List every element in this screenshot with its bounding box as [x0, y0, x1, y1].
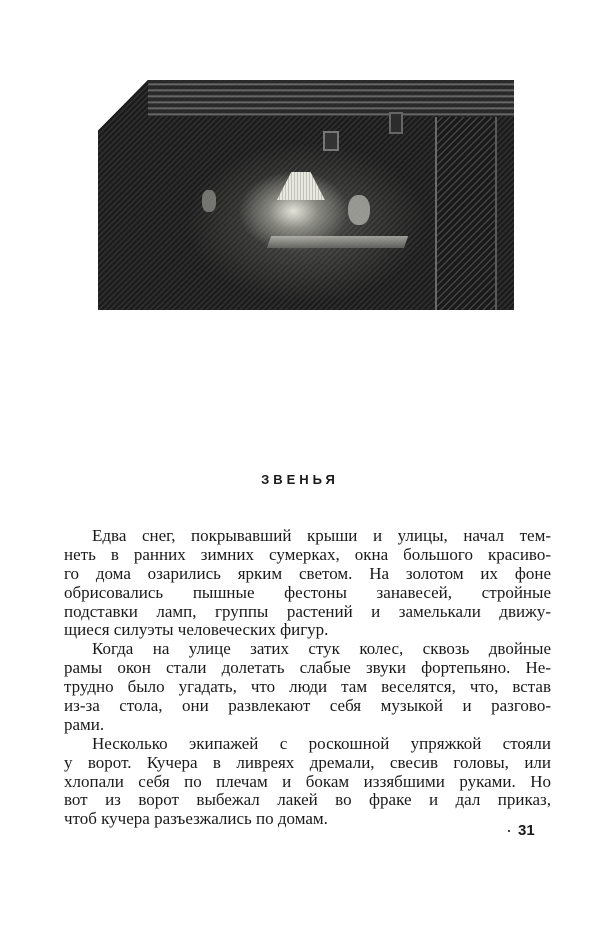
text-line: Едва снег, покрывавший крыши и улицы, начал тем-	[92, 526, 551, 545]
text-line: у ворот. Кучера в ливреях дремали, свесив головы, или	[64, 752, 551, 772]
text-line: чтоб кучера разъезжались по домам.	[64, 809, 328, 829]
paragraph	[64, 640, 551, 734]
paragraph	[64, 527, 551, 640]
chapter-title: ЗВЕНЬЯ	[261, 472, 339, 487]
text-line: щиеся силуэты человеческих фигур.	[64, 620, 329, 640]
text-line: хлопали себя по плечам и бокам иззябшими руками. Но	[64, 771, 551, 791]
illustration-figure	[348, 195, 370, 225]
paragraph	[64, 735, 551, 829]
text-line: рамы окон стали долетать слабые звуки фортепьяно. Не-	[64, 658, 551, 678]
text-line: го дома озарились ярким светом. На золотом их фоне	[64, 563, 551, 583]
text-line: Несколько экипажей с роскошной упряжкой стояли	[92, 733, 551, 753]
text-line: неть в ранних зимних сумерках, окна большого красиво-	[64, 544, 551, 564]
illustration-figure	[202, 190, 216, 212]
text-line: Когда на улице затих стук колес, сквозь двойные	[92, 639, 551, 659]
illustration-lamp	[277, 172, 325, 200]
illustration-ceiling	[148, 80, 514, 116]
text-line: из-за стола, они развлекают себя музыкой и разгово-	[64, 696, 551, 716]
text-line: подставки ламп, группы растений и замелькали движу-	[64, 601, 551, 621]
body-text	[64, 527, 551, 829]
text-line: обрисовались пышные фестоны занавесей, стройные	[64, 582, 551, 602]
illustration-table	[266, 236, 408, 248]
page-number-dot	[508, 830, 510, 832]
page-number: 31	[518, 822, 535, 839]
chapter-illustration	[98, 80, 514, 310]
text-line: рами.	[64, 714, 105, 734]
text-line: трудно было угадать, что люди там веселятся, что, встав	[64, 677, 551, 697]
illustration-picture-frame	[323, 131, 339, 151]
text-line: вот из ворот выбежал лакей во фраке и дал приказ,	[64, 790, 551, 810]
illustration-cabinet	[435, 117, 497, 310]
illustration-picture-frame	[389, 112, 403, 134]
